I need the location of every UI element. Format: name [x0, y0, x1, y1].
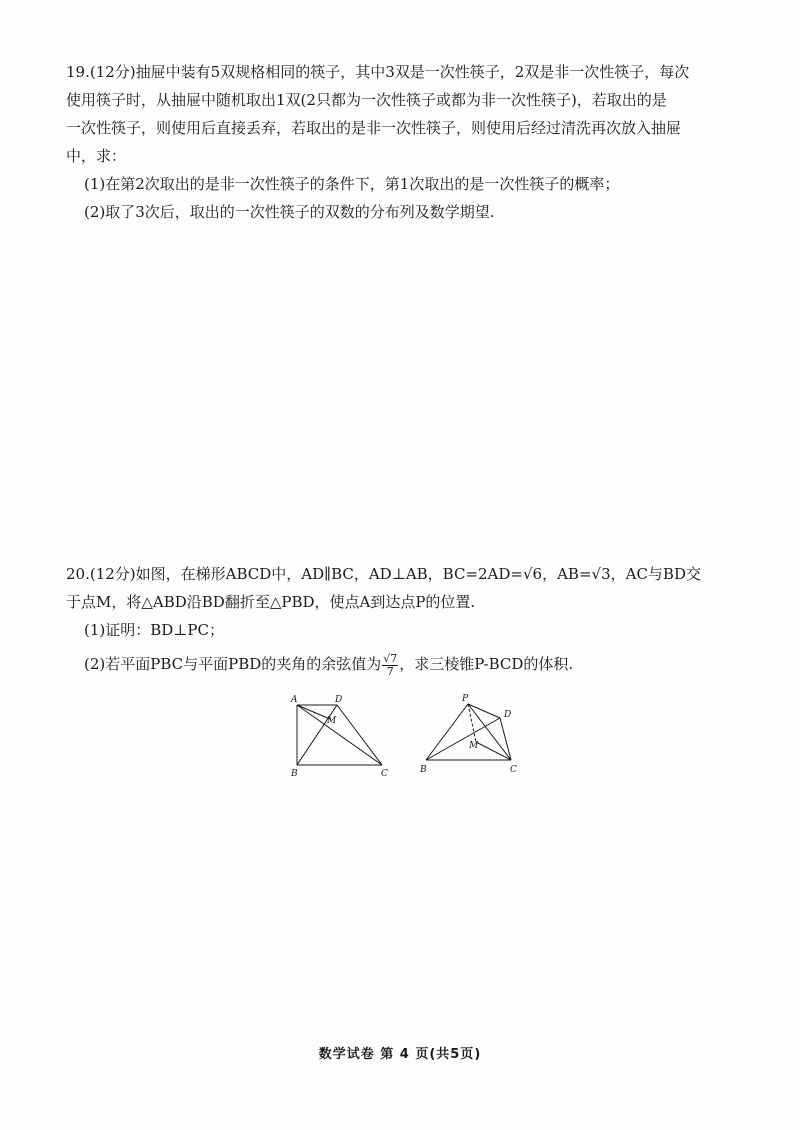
label-c-left: C	[381, 769, 388, 779]
question-20	[66, 560, 726, 678]
q20-part-2-text: (2)若平面PBC与平面PBD的夹角的余弦值为	[84, 655, 382, 673]
label-c-right: C	[510, 765, 517, 775]
segment-mc	[476, 742, 511, 760]
q19-line-4: 中，求：	[66, 147, 127, 165]
q20-line-1: 20.(12分)如图，在梯形ABCD中，AD∥BC，AD⊥AB，BC=2AD=√6，AB=√3，AC与BD交	[66, 565, 701, 583]
fraction-denominator: 7	[386, 664, 394, 678]
q19-part-1: (1)在第2次取出的是非一次性筷子的条件下，第1次取出的是一次性筷子的概率；	[84, 175, 620, 193]
edge-dc	[337, 705, 382, 765]
q19-part-2: (2)取了3次后，取出的一次性筷子的双数的分布列及数学期望.	[84, 203, 495, 221]
q19-line-2: 使用筷子时，从抽屉中随机取出1双(2只都为一次性筷子或都为非一次性筷子)，若取出的是	[66, 91, 667, 109]
label-d-right: D	[504, 710, 512, 720]
edge-bd-right	[426, 718, 500, 760]
edge-dc-right	[500, 718, 511, 760]
q19-line-1: 19.(12分)抽屉中装有5双规格相同的筷子，其中3双是一次性筷子，2双是非一次性筷子，每次	[66, 63, 690, 81]
label-a: A	[291, 695, 298, 705]
label-b-right: B	[420, 765, 427, 775]
edge-pb	[426, 704, 468, 760]
label-m-left: M	[327, 716, 337, 726]
label-b-left: B	[291, 769, 298, 779]
question-19	[66, 58, 726, 226]
label-p: P	[462, 694, 469, 704]
cosine-fraction	[382, 653, 398, 678]
trapezoid-figure	[297, 705, 382, 765]
q19-line-3: 一次性筷子，则使用后直接丢弃，若取出的是非一次性筷子，则使用后经过清洗再次放入抽屉	[66, 119, 682, 137]
q20-part-2-tail: ，求三棱锥P-BCD的体积.	[399, 655, 574, 673]
label-d-left: D	[335, 695, 343, 705]
page-footer: 数学试卷 第 4 页(共5页)	[318, 1047, 482, 1062]
q20-line-2: 于点M，将△ABD沿BD翻折至△PBD，使点A到达点P的位置.	[66, 593, 476, 611]
figure-svg	[280, 690, 540, 780]
q20-part-2	[66, 650, 726, 678]
label-m-right: M	[469, 741, 479, 751]
diagonal-ac	[297, 705, 382, 765]
geometry-figures	[280, 690, 540, 780]
fraction-numerator: √7	[383, 651, 398, 665]
q20-part-1: (1)证明：BD⊥PC；	[84, 621, 224, 639]
tetrahedron-figure	[426, 704, 511, 760]
